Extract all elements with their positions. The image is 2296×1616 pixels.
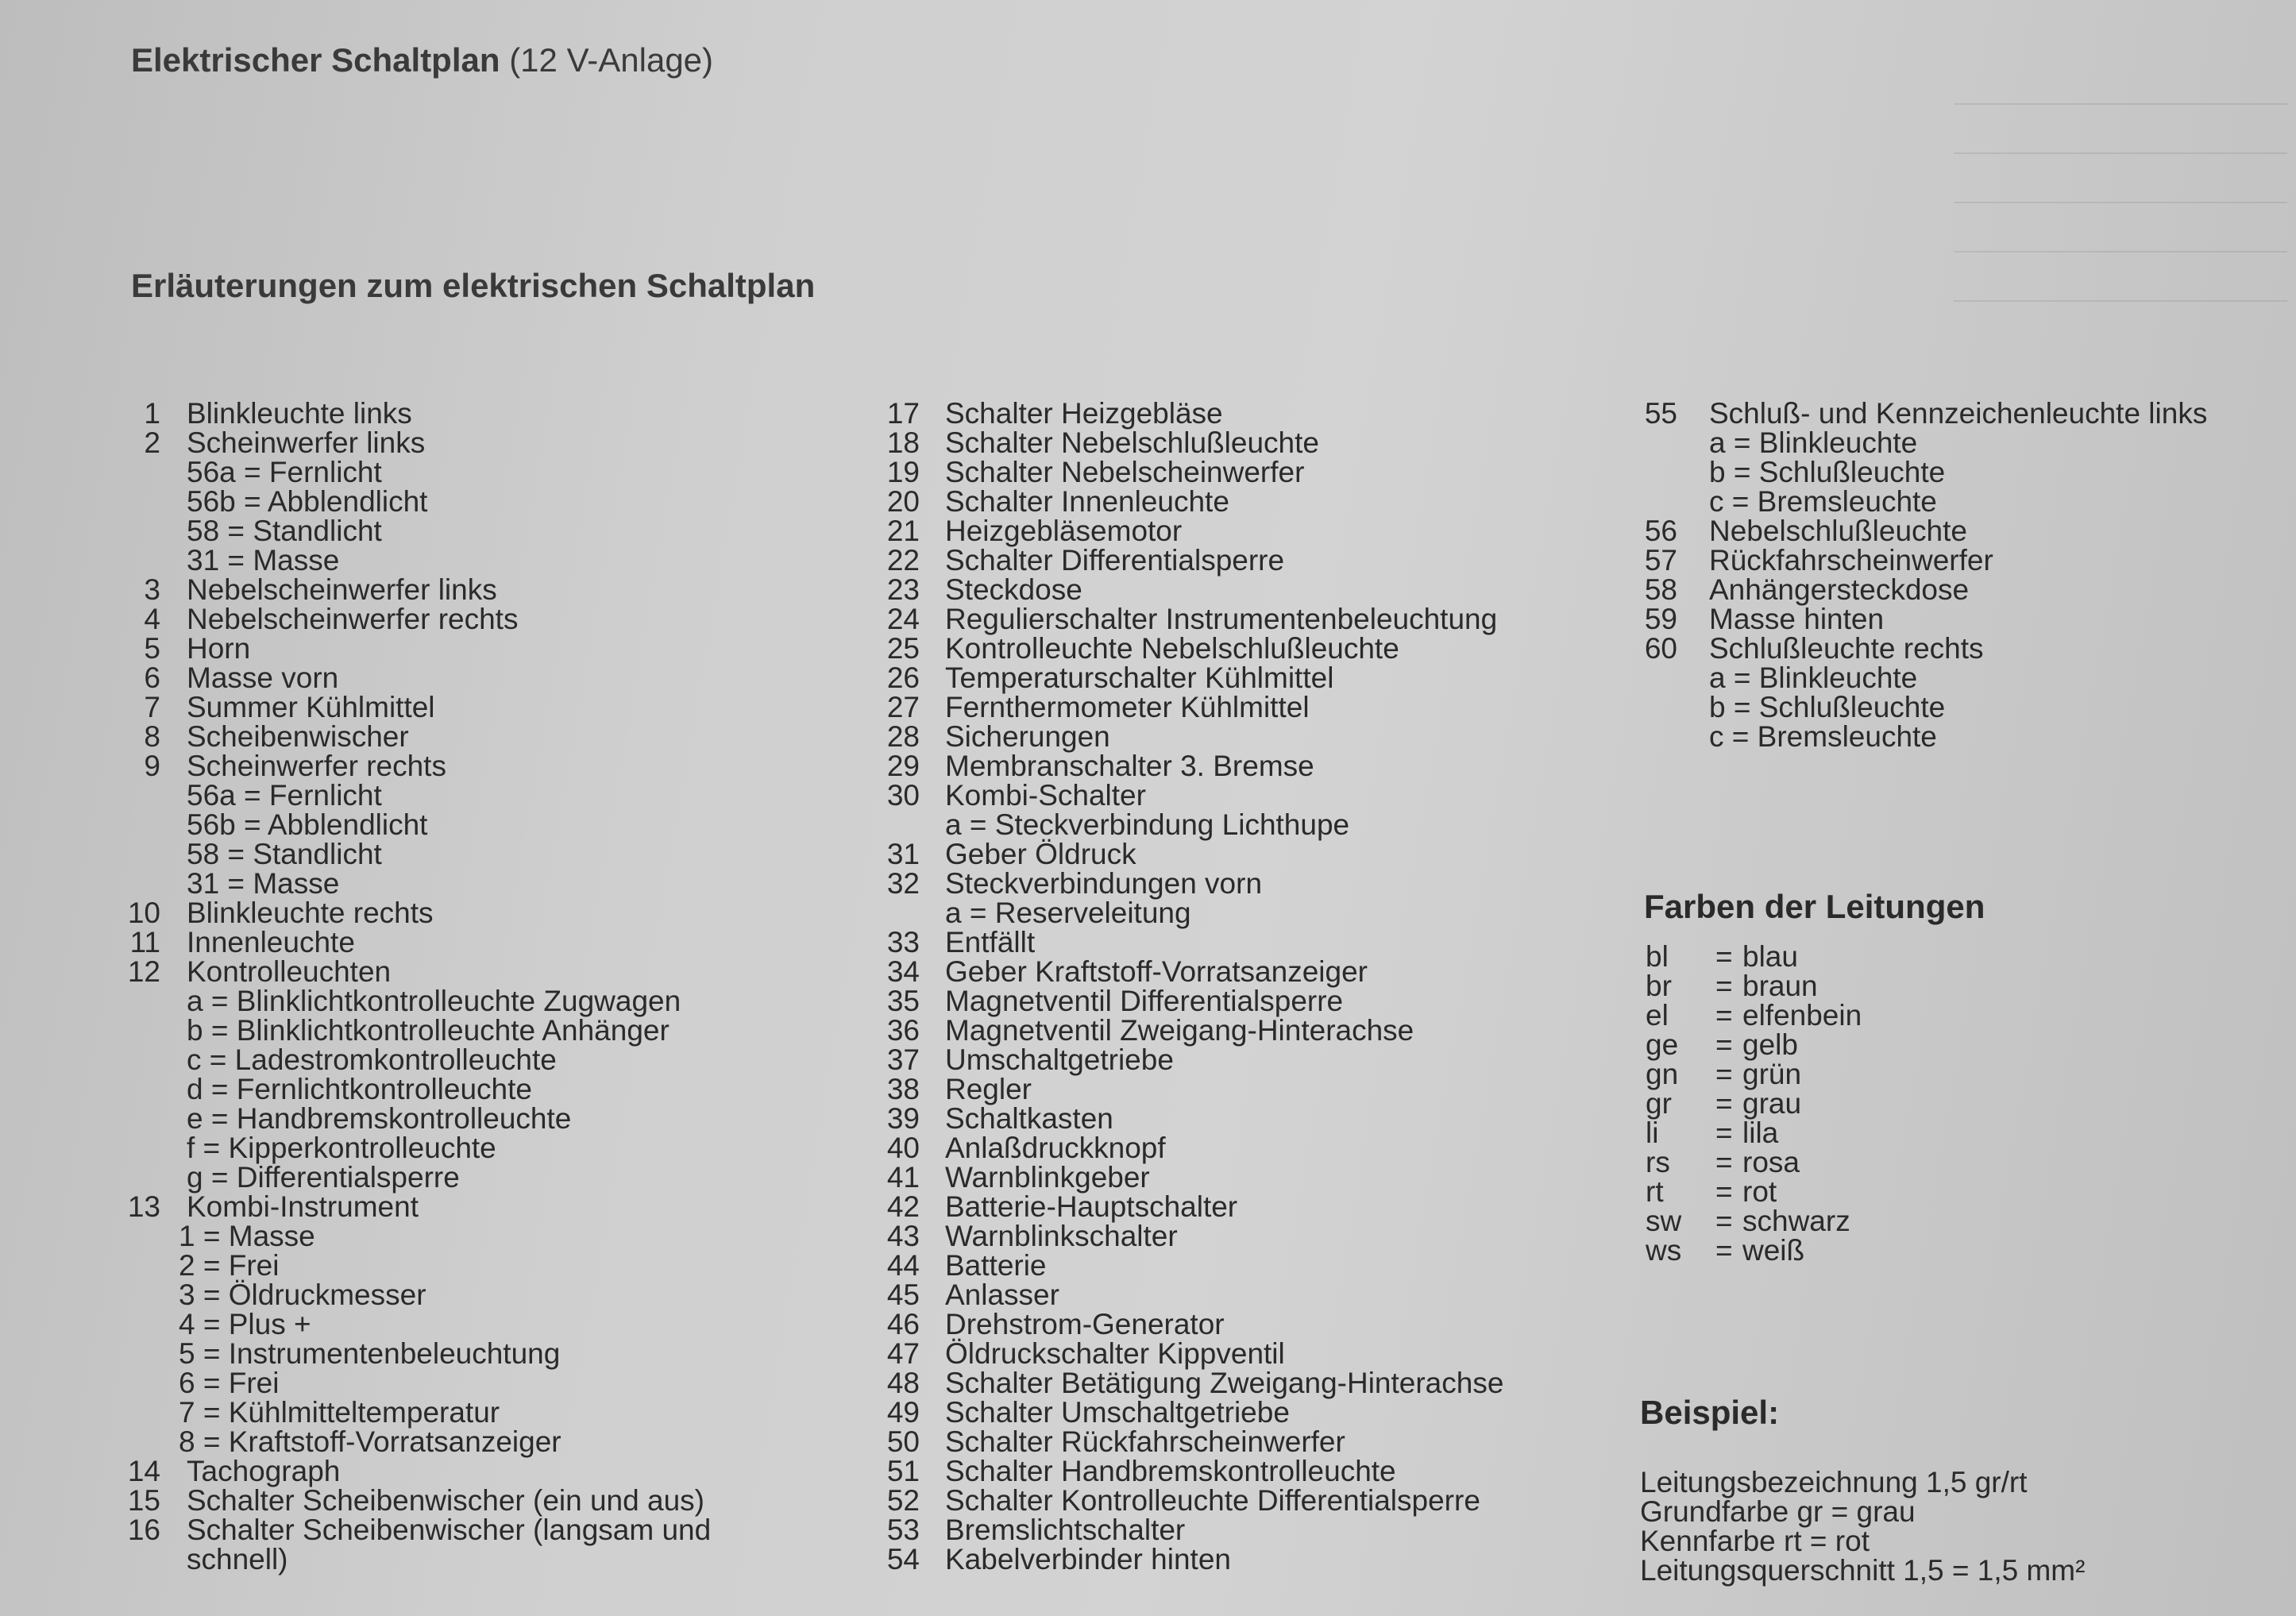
legend-item-number: 7	[144, 691, 160, 723]
legend-item	[119, 1163, 858, 1192]
legend-item-text: 2 = Frei	[179, 1249, 280, 1282]
legend-item-number: 56	[1644, 515, 1677, 547]
example-heading: Beispiel:	[1640, 1394, 1780, 1431]
legend-column-middle	[882, 399, 1596, 1574]
legend-item-number: 45	[886, 1279, 920, 1311]
legend-item-number: 52	[886, 1484, 920, 1517]
legend-item-number: 39	[886, 1102, 920, 1135]
wire-color-code: rt	[1646, 1175, 1664, 1208]
legend-item	[119, 1545, 858, 1574]
legend-item-number: 26	[886, 661, 920, 694]
legend-item-number: 12	[127, 955, 160, 988]
legend-item	[119, 634, 858, 663]
legend-item-number: 43	[886, 1220, 920, 1252]
equals-sign: =	[1715, 1058, 1733, 1090]
legend-item-text: g = Differentialsperre	[187, 1161, 460, 1194]
legend-item-number: 27	[886, 691, 920, 723]
legend-item-text: 31 = Masse	[187, 544, 340, 577]
legend-item	[882, 516, 1596, 546]
legend-item-number: 51	[886, 1455, 920, 1487]
title-rest: (12 V-Anlage)	[500, 41, 714, 79]
legend-item-number: 29	[886, 750, 920, 782]
wire-color-name: grau	[1742, 1087, 1802, 1120]
legend-item-text: Schlußleuchte rechts	[1709, 632, 1984, 665]
legend-item-number: 38	[886, 1073, 920, 1105]
legend-item-number: 32	[886, 867, 920, 900]
bleed-through-shadow	[1954, 56, 2287, 341]
legend-item-text: Anlaßdruckknopf	[945, 1132, 1166, 1164]
legend-item	[1636, 487, 2287, 516]
legend-item-text: Blinkleuchte links	[187, 397, 412, 430]
legend-item-number: 50	[886, 1425, 920, 1458]
legend-item-number: 58	[1644, 573, 1677, 606]
legend-item	[119, 1339, 858, 1368]
legend-item-number: 47	[886, 1337, 920, 1370]
legend-item-number: 34	[886, 955, 920, 988]
wire-color-code: el	[1646, 999, 1669, 1032]
wire-color-name: elfenbein	[1742, 999, 1862, 1032]
legend-item	[882, 1545, 1596, 1574]
legend-item-text: Geber Öldruck	[945, 838, 1136, 870]
legend-item	[882, 1074, 1596, 1104]
wire-color-code: bl	[1646, 940, 1669, 973]
legend-item-text: Anlasser	[945, 1279, 1059, 1311]
legend-item	[882, 898, 1596, 928]
legend-item-text: Magnetventil Zweigang-Hinterachse	[945, 1014, 1414, 1047]
wire-color-name: braun	[1742, 970, 1818, 1002]
wire-color-code: sw	[1646, 1205, 1682, 1237]
legend-item	[882, 1427, 1596, 1456]
legend-item-text: Öldruckschalter Kippventil	[945, 1337, 1285, 1370]
legend-item-number: 25	[886, 632, 920, 665]
legend-item-text: 4 = Plus +	[179, 1308, 311, 1340]
legend-item-text: 1 = Masse	[179, 1220, 315, 1252]
legend-item-text: Steckverbindungen vorn	[945, 867, 1263, 900]
legend-item	[119, 1515, 858, 1545]
legend-item	[882, 722, 1596, 751]
legend-item	[882, 839, 1596, 869]
wire-color-code: ws	[1646, 1234, 1682, 1267]
wire-color-name: schwarz	[1742, 1205, 1850, 1237]
legend-item-number: 54	[886, 1543, 920, 1576]
legend-item	[119, 546, 858, 575]
wire-color-code: ge	[1646, 1028, 1679, 1061]
legend-item-text: Batterie-Hauptschalter	[945, 1190, 1238, 1223]
equals-sign: =	[1715, 1117, 1733, 1149]
legend-item-text: Schalter Differentialsperre	[945, 544, 1285, 577]
legend-item	[119, 1280, 858, 1309]
legend-item-text: Entfällt	[945, 926, 1036, 958]
legend-item-text: e = Handbremskontrolleuchte	[187, 1102, 572, 1135]
legend-item-text: a = Steckverbindung Lichthupe	[945, 808, 1350, 841]
legend-item	[882, 1133, 1596, 1163]
legend-item	[1636, 692, 2287, 722]
legend-item	[119, 575, 858, 604]
legend-item	[1636, 604, 2287, 634]
legend-item	[1636, 634, 2287, 663]
legend-item	[882, 810, 1596, 839]
wire-color-code: br	[1646, 970, 1672, 1002]
legend-item	[119, 487, 858, 516]
legend-item-number: 57	[1644, 544, 1677, 577]
legend-item-text: Heizgebläsemotor	[945, 515, 1183, 547]
legend-item-text: Nebelscheinwerfer links	[187, 573, 497, 606]
legend-item-number: 19	[886, 456, 920, 488]
legend-item	[1636, 575, 2287, 604]
legend-item-text: 8 = Kraftstoff-Vorratsanzeiger	[179, 1425, 561, 1458]
equals-sign: =	[1715, 940, 1733, 973]
legend-item	[882, 1486, 1596, 1515]
legend-item	[882, 986, 1596, 1016]
legend-item-number: 59	[1644, 603, 1677, 635]
wire-color-code: rs	[1646, 1146, 1670, 1178]
equals-sign: =	[1715, 999, 1733, 1032]
legend-item-text: Schalter Betätigung Zweigang-Hinterachse	[945, 1367, 1504, 1399]
legend-item	[119, 898, 858, 928]
legend-item-text: Magnetventil Differentialsperre	[945, 985, 1344, 1017]
legend-item	[1636, 399, 2287, 428]
legend-item-text: 6 = Frei	[179, 1367, 280, 1399]
legend-item	[119, 692, 858, 722]
legend-item-number: 24	[886, 603, 920, 635]
legend-item-text: Kontrolleuchten	[187, 955, 392, 988]
legend-item	[119, 810, 858, 839]
legend-item	[119, 1309, 858, 1339]
legend-item-text: Warnblinkgeber	[945, 1161, 1150, 1194]
legend-item	[882, 781, 1596, 810]
legend-item-text: c = Bremsleuchte	[1709, 720, 1937, 753]
legend-item	[882, 869, 1596, 898]
example-line: Leitungsbezeichnung 1,5 gr/rt	[1640, 1466, 2028, 1498]
legend-item-number: 46	[886, 1308, 920, 1340]
legend-item-text: Warnblinkschalter	[945, 1220, 1178, 1252]
legend-item	[882, 1339, 1596, 1368]
wire-color-name: lila	[1742, 1117, 1779, 1149]
legend-item-text: Innenleuchte	[187, 926, 355, 958]
legend-item-number: 15	[127, 1484, 160, 1517]
legend-item-number: 44	[886, 1249, 920, 1282]
legend-item-number: 17	[886, 397, 920, 430]
legend-item-text: Schalter Kontrolleuchte Differentialsperre	[945, 1484, 1480, 1517]
legend-item-text: d = Fernlichtkontrolleuchte	[187, 1073, 532, 1105]
legend-item-number: 4	[144, 603, 160, 635]
wire-colors-heading: Farben der Leitungen	[1644, 888, 1985, 925]
legend-item-text: Rückfahrscheinwerfer	[1709, 544, 1993, 577]
legend-item	[1636, 428, 2287, 457]
legend-item-number: 33	[886, 926, 920, 958]
wire-color-code: li	[1646, 1117, 1659, 1149]
legend-item	[882, 546, 1596, 575]
section-heading: Erläuterungen zum elektrischen Schaltplan	[131, 267, 816, 304]
legend-item	[119, 428, 858, 457]
equals-sign: =	[1715, 1146, 1733, 1178]
legend-item-number: 53	[886, 1514, 920, 1546]
legend-column-right	[1636, 399, 2287, 751]
legend-item-text: 5 = Instrumentenbeleuchtung	[179, 1337, 561, 1370]
legend-item-text: Tachograph	[187, 1455, 341, 1487]
legend-item-text: f = Kipperkontrolleuchte	[187, 1132, 496, 1164]
legend-item	[882, 604, 1596, 634]
legend-item-text: Batterie	[945, 1249, 1047, 1282]
legend-item	[882, 1251, 1596, 1280]
legend-item-text: Schluß- und Kennzeichenleuchte links	[1709, 397, 2208, 430]
legend-item-text: Fernthermometer Kühlmittel	[945, 691, 1310, 723]
legend-item-number: 35	[886, 985, 920, 1017]
legend-item-number: 2	[144, 426, 160, 459]
legend-item-text: b = Blinklichtkontrolleuchte Anhänger	[187, 1014, 670, 1047]
legend-item-text: Schalter Umschaltgetriebe	[945, 1396, 1290, 1429]
legend-item-text: Bremslichtschalter	[945, 1514, 1186, 1546]
legend-item	[119, 986, 858, 1016]
legend-item	[882, 1221, 1596, 1251]
legend-item-number: 20	[886, 485, 920, 518]
legend-item-text: Regler	[945, 1073, 1032, 1105]
legend-item	[119, 1368, 858, 1398]
legend-item	[1636, 457, 2287, 487]
legend-item-number: 60	[1644, 632, 1677, 665]
legend-item	[119, 1427, 858, 1456]
legend-item-number: 9	[144, 750, 160, 782]
equals-sign: =	[1715, 1234, 1733, 1267]
legend-item	[882, 1016, 1596, 1045]
legend-item-text: Scheibenwischer	[187, 720, 409, 753]
legend-item-number: 13	[127, 1190, 160, 1223]
legend-item-text: Schalter Nebelschlußleuchte	[945, 426, 1319, 459]
legend-item-text: Scheinwerfer rechts	[187, 750, 446, 782]
example-line: Leitungsquerschnitt 1,5 = 1,5 mm²	[1640, 1554, 2086, 1587]
legend-item-number: 21	[886, 515, 920, 547]
legend-item-text: Geber Kraftstoff-Vorratsanzeiger	[945, 955, 1368, 988]
legend-item	[119, 1486, 858, 1515]
legend-item-text: 56a = Fernlicht	[187, 779, 382, 812]
legend-item-text: 56a = Fernlicht	[187, 456, 382, 488]
legend-item	[119, 839, 858, 869]
legend-item	[119, 1104, 858, 1133]
equals-sign: =	[1715, 970, 1733, 1002]
wire-color-name: rot	[1742, 1175, 1777, 1208]
equals-sign: =	[1715, 1205, 1733, 1237]
legend-item-text: Schalter Handbremskontrolleuchte	[945, 1455, 1396, 1487]
legend-item	[882, 1368, 1596, 1398]
legend-item-text: b = Schlußleuchte	[1709, 691, 1946, 723]
legend-item	[882, 751, 1596, 781]
wire-color-name: blau	[1742, 940, 1798, 973]
wire-color-code: gn	[1646, 1058, 1679, 1090]
legend-item-text: Schalter Nebelscheinwerfer	[945, 456, 1305, 488]
legend-item	[882, 957, 1596, 986]
example-line: Kennfarbe rt = rot	[1640, 1525, 1870, 1557]
legend-item-text: 58 = Standlicht	[187, 515, 382, 547]
legend-item-text: b = Schlußleuchte	[1709, 456, 1946, 488]
legend-item-text: Schalter Heizgebläse	[945, 397, 1223, 430]
legend-item-number: 16	[127, 1514, 160, 1546]
legend-item-text: 7 = Kühlmitteltemperatur	[179, 1396, 500, 1429]
legend-item	[119, 1192, 858, 1221]
legend-item-text: Steckdose	[945, 573, 1082, 606]
legend-item-number: 40	[886, 1132, 920, 1164]
legend-item	[1636, 663, 2287, 692]
legend-item	[119, 1074, 858, 1104]
legend-item-text: Summer Kühlmittel	[187, 691, 435, 723]
legend-item	[119, 1133, 858, 1163]
legend-item-number: 10	[127, 897, 160, 929]
legend-item	[882, 1515, 1596, 1545]
legend-item-text: Schalter Innenleuchte	[945, 485, 1229, 518]
legend-item-text: Regulierschalter Instrumentenbeleuchtung	[945, 603, 1498, 635]
legend-item	[882, 692, 1596, 722]
legend-item	[119, 663, 858, 692]
legend-item-text: a = Blinklichtkontrolleuchte Zugwagen	[187, 985, 681, 1017]
legend-item	[119, 1016, 858, 1045]
legend-item	[882, 1104, 1596, 1133]
legend-item-text: a = Blinkleuchte	[1709, 661, 1918, 694]
legend-item-text: Horn	[187, 632, 251, 665]
legend-item-text: Sicherungen	[945, 720, 1110, 753]
legend-item-number: 22	[886, 544, 920, 577]
legend-item-text: Kontrolleuchte Nebelschlußleuchte	[945, 632, 1399, 665]
legend-item	[882, 1280, 1596, 1309]
legend-item-text: 31 = Masse	[187, 867, 340, 900]
legend-item-number: 3	[144, 573, 160, 606]
legend-item-text: a = Blinkleuchte	[1709, 426, 1918, 459]
example-block	[1640, 1468, 2085, 1585]
legend-item	[119, 604, 858, 634]
legend-item-number: 41	[886, 1161, 920, 1194]
wire-color-name: weiß	[1742, 1234, 1805, 1267]
legend-item-text: Masse hinten	[1709, 603, 1885, 635]
legend-item-text: Blinkleuchte rechts	[187, 897, 434, 929]
legend-item-number: 36	[886, 1014, 920, 1047]
legend-item-text: Nebelscheinwerfer rechts	[187, 603, 519, 635]
legend-item-text: 56b = Abblendlicht	[187, 485, 428, 518]
legend-item	[119, 457, 858, 487]
wire-color-name: grün	[1742, 1058, 1802, 1090]
legend-item-text: Nebelschlußleuchte	[1709, 515, 1967, 547]
legend-item	[119, 399, 858, 428]
legend-item-number: 5	[144, 632, 160, 665]
legend-item	[1636, 722, 2287, 751]
legend-item	[882, 457, 1596, 487]
legend-item	[882, 634, 1596, 663]
legend-item-text: Umschaltgetriebe	[945, 1043, 1174, 1076]
legend-item-number: 11	[129, 926, 160, 958]
legend-item-text: Schalter Scheibenwischer (ein und aus)	[187, 1484, 704, 1517]
legend-item	[882, 575, 1596, 604]
legend-item-text: Temperaturschalter Kühlmittel	[945, 661, 1334, 694]
legend-item-text: Scheinwerfer links	[187, 426, 426, 459]
legend-item-text: Membranschalter 3. Bremse	[945, 750, 1314, 782]
legend-item-text: 3 = Öldruckmesser	[179, 1279, 426, 1311]
legend-item-text: Schalter Rückfahrscheinwerfer	[945, 1425, 1345, 1458]
legend-item	[119, 1221, 858, 1251]
legend-item	[882, 1192, 1596, 1221]
legend-item-text: Anhängersteckdose	[1709, 573, 1970, 606]
legend-item-text: Masse vorn	[187, 661, 339, 694]
legend-item-text: Kombi-Schalter	[945, 779, 1146, 812]
legend-column-left	[119, 399, 858, 1574]
legend-item	[1636, 516, 2287, 546]
legend-item-text: Schalter Scheibenwischer (langsam und	[187, 1514, 712, 1546]
legend-item	[119, 1251, 858, 1280]
legend-item-number: 55	[1644, 397, 1677, 430]
legend-item-number: 48	[886, 1367, 920, 1399]
legend-item-number: 31	[886, 838, 920, 870]
legend-item-number: 14	[127, 1455, 160, 1487]
legend-item	[119, 869, 858, 898]
legend-item	[1636, 546, 2287, 575]
legend-item	[882, 399, 1596, 428]
legend-item	[882, 1045, 1596, 1074]
legend-item	[119, 1456, 858, 1486]
equals-sign: =	[1715, 1087, 1733, 1120]
wire-color-name: gelb	[1742, 1028, 1798, 1061]
legend-item-text: 56b = Abblendlicht	[187, 808, 428, 841]
wire-color-name: rosa	[1742, 1146, 1800, 1178]
legend-item-text: a = Reserveleitung	[945, 897, 1191, 929]
legend-item-text: c = Bremsleuchte	[1709, 485, 1937, 518]
legend-item-number: 49	[886, 1396, 920, 1429]
legend-item	[119, 957, 858, 986]
legend-item-number: 42	[886, 1190, 920, 1223]
legend-item-number: 1	[144, 397, 160, 430]
page-title	[131, 41, 713, 79]
legend-item-text: Kombi-Instrument	[187, 1190, 419, 1223]
legend-item	[119, 1045, 858, 1074]
legend-item-number: 30	[886, 779, 920, 812]
legend-item	[882, 928, 1596, 957]
legend-item-text: 58 = Standlicht	[187, 838, 382, 870]
legend-item-number: 8	[144, 720, 160, 753]
legend-item	[119, 928, 858, 957]
legend-item	[119, 781, 858, 810]
legend-item	[882, 663, 1596, 692]
equals-sign: =	[1715, 1028, 1733, 1061]
legend-item	[882, 1456, 1596, 1486]
legend-item	[119, 751, 858, 781]
legend-item	[882, 1309, 1596, 1339]
legend-item-text: Schaltkasten	[945, 1102, 1113, 1135]
legend-item-number: 28	[886, 720, 920, 753]
example-line: Grundfarbe gr = grau	[1640, 1495, 1916, 1528]
legend-item	[119, 722, 858, 751]
legend-item	[882, 428, 1596, 457]
legend-item-number: 23	[886, 573, 920, 606]
legend-item	[882, 1163, 1596, 1192]
legend-item-text: schnell)	[187, 1543, 288, 1576]
legend-item	[119, 516, 858, 546]
legend-item	[119, 1398, 858, 1427]
legend-item-number: 6	[144, 661, 160, 694]
equals-sign: =	[1715, 1175, 1733, 1208]
title-bold: Elektrischer Schaltplan	[131, 41, 500, 79]
legend-item-number: 37	[886, 1043, 920, 1076]
legend-item-text: c = Ladestromkontrolleuchte	[187, 1043, 557, 1076]
legend-item-text: Kabelverbinder hinten	[945, 1543, 1231, 1576]
legend-item-number: 18	[886, 426, 920, 459]
legend-item-text: Drehstrom-Generator	[945, 1308, 1225, 1340]
legend-item	[882, 487, 1596, 516]
legend-item	[882, 1398, 1596, 1427]
wire-color-code: gr	[1646, 1087, 1672, 1120]
